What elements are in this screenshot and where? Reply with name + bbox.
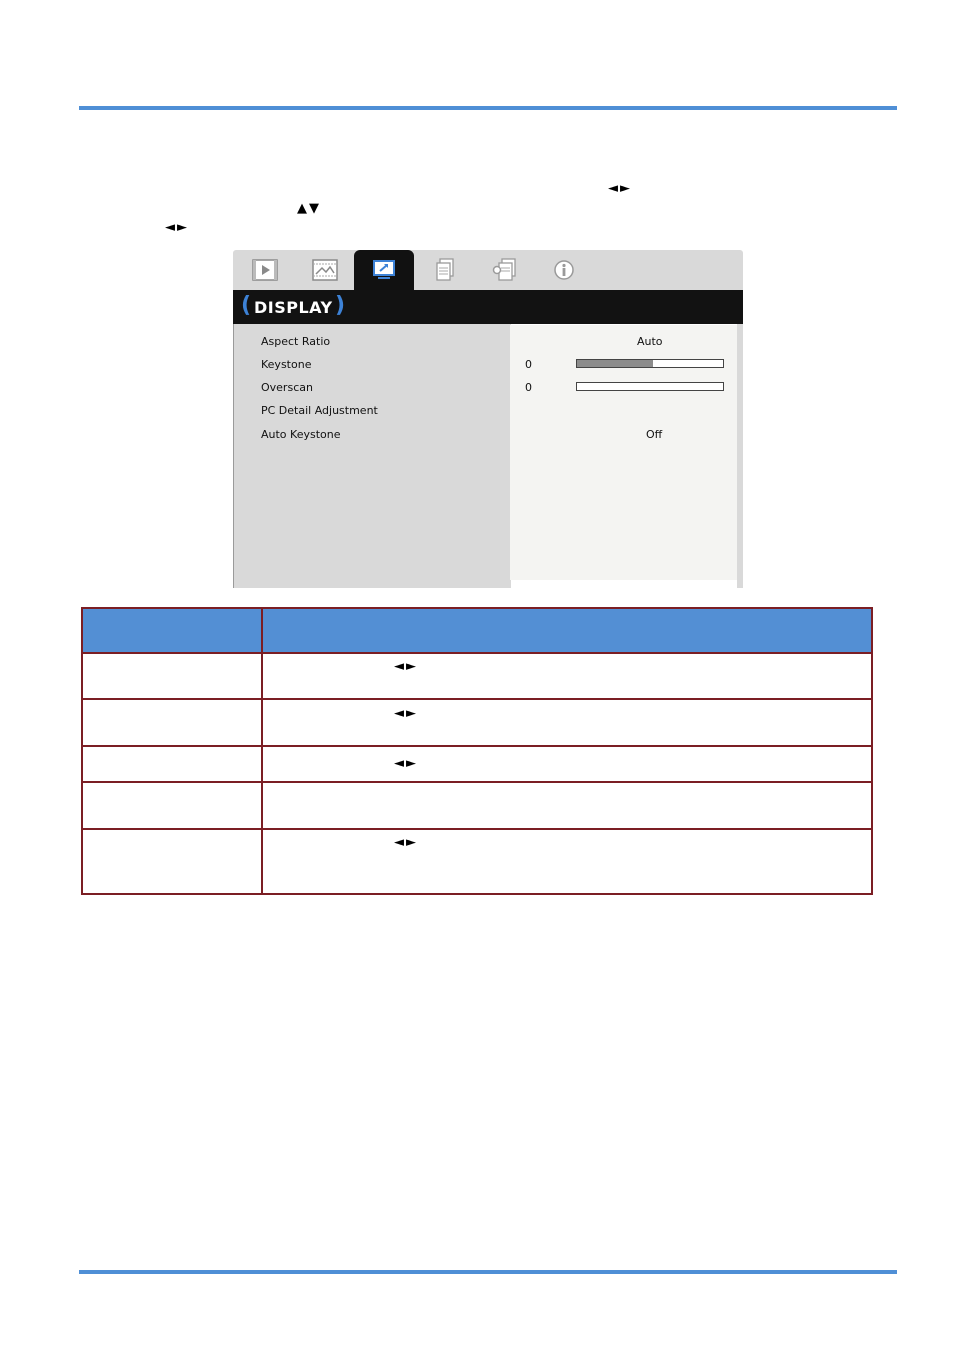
- table-header: [83, 609, 871, 652]
- keystone-slider-fill: [577, 360, 653, 367]
- row-arrows-icon: ◄►: [394, 835, 418, 850]
- pages-icon: [434, 258, 456, 282]
- title-bracket-close: ): [335, 293, 346, 318]
- table-row-divider: [83, 652, 871, 654]
- row-arrows-icon: ◄►: [394, 756, 418, 771]
- menu-item-aspect-ratio[interactable]: Aspect Ratio: [261, 335, 331, 348]
- keystone-slider[interactable]: [576, 359, 724, 368]
- footer-rule: [79, 1270, 897, 1274]
- left-right-arrows-icon: ◄►: [608, 181, 632, 196]
- tab-image[interactable]: [235, 250, 295, 290]
- tab-setup-basic[interactable]: [415, 250, 475, 290]
- table-row-divider: [83, 781, 871, 783]
- osd-title-bar: [233, 290, 743, 324]
- tab-picture[interactable]: [295, 250, 355, 290]
- table-row-divider: [83, 745, 871, 747]
- table-row-divider: [83, 698, 871, 700]
- osd-tab-bar: [233, 250, 743, 290]
- up-down-arrows-icon: ▲▼: [297, 201, 321, 216]
- osd-title: DISPLAY: [254, 298, 333, 317]
- menu-item-overscan[interactable]: Overscan: [261, 381, 313, 394]
- row-arrows-icon: ◄►: [394, 659, 418, 674]
- overscan-slider[interactable]: [576, 382, 724, 391]
- osd-frame-edge: [737, 324, 743, 588]
- tab-status[interactable]: [534, 250, 594, 290]
- tab-display[interactable]: [354, 250, 414, 290]
- tab-setup-advanced[interactable]: [475, 250, 535, 290]
- info-icon: [553, 259, 575, 281]
- left-right-arrows-icon: ◄►: [165, 220, 189, 235]
- menu-item-keystone[interactable]: Keystone: [261, 358, 312, 371]
- table-row-divider: [83, 828, 871, 830]
- auto-keystone-value[interactable]: Off: [646, 428, 663, 441]
- title-bracket-open: (: [241, 293, 252, 318]
- menu-item-auto-keystone[interactable]: Auto Keystone: [261, 428, 341, 441]
- picture-icon: [312, 259, 338, 281]
- pages-gear-icon: [492, 258, 518, 282]
- aspect-ratio-value[interactable]: Auto: [637, 335, 663, 348]
- menu-item-pc-detail-adjustment[interactable]: PC Detail Adjustment: [261, 404, 378, 417]
- row-arrows-icon: ◄►: [394, 706, 418, 721]
- overscan-value: 0: [525, 381, 532, 394]
- settings-table: [81, 607, 873, 895]
- keystone-value: 0: [525, 358, 532, 371]
- osd-menu: [233, 250, 743, 588]
- display-icon: [372, 259, 396, 281]
- film-icon: [252, 259, 278, 281]
- header-rule: [79, 106, 897, 110]
